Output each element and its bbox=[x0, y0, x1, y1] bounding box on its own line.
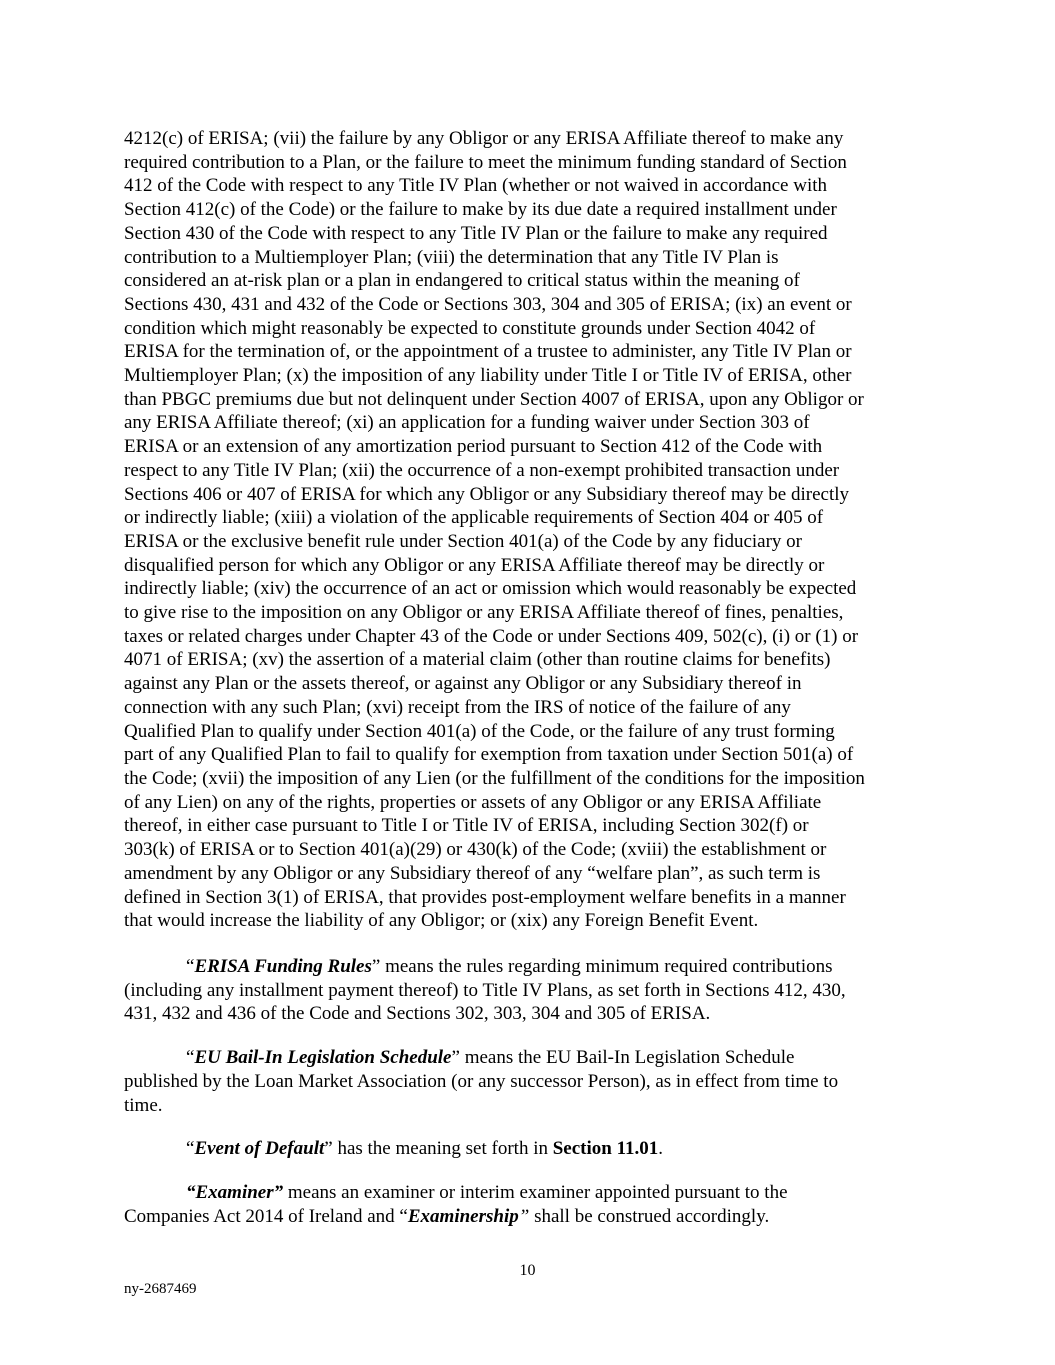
defined-term: Event of Default bbox=[194, 1138, 325, 1160]
definition-line bbox=[124, 1205, 939, 1229]
paragraph-line: against any Plan or the assets thereof, or against any Obligor or any Subsidiary thereof in bbox=[124, 673, 802, 695]
paragraph-line: Sections 406 or 407 of ERISA for which any Obligor or any Subsidiary thereof may be directly bbox=[124, 483, 850, 505]
paragraph-line: amendment by any Obligor or any Subsidiary thereof of any “welfare plan”, as such term is bbox=[124, 862, 821, 884]
defined-term: Examinership bbox=[407, 1205, 519, 1227]
definition-text: means an examiner or interim examiner appointed pursuant to the bbox=[283, 1181, 788, 1203]
paragraph-line: that would increase the liability of any Obligor; or (xix) any Foreign Benefit Event. bbox=[124, 910, 759, 932]
definition-line: published by the Loan Market Association (or any successor Person), as in effect from time to bbox=[124, 1070, 839, 1092]
paragraph-line: part of any Qualified Plan to fail to qualify for exemption from taxation under Section 501(a) of bbox=[124, 744, 854, 766]
paragraph-line: Qualified Plan to qualify under Section 401(a) of the Code, or the failure of any trust forming bbox=[124, 720, 835, 742]
paragraph-line: indirectly liable; (xiv) the occurrence of an act or omission which would reasonably be expected bbox=[124, 578, 857, 600]
section-reference: Section 11.01 bbox=[552, 1138, 659, 1160]
definition-text: means the EU Bail-In Legislation Schedule bbox=[459, 1047, 795, 1069]
continuation-paragraph bbox=[124, 127, 939, 933]
paragraph-line: Multiemployer Plan; (x) the imposition of any liability under Title I or Title IV of ERISA, other bbox=[124, 365, 852, 387]
paragraph-line: any ERISA Affiliate thereof; (xi) an application for a funding waiver under Section 303 of bbox=[124, 412, 810, 434]
paragraph-line: ERISA or an extension of any amortization period pursuant to Section 412 of the Code with bbox=[124, 436, 823, 458]
paragraph-line: Sections 430, 431 and 432 of the Code or Sections 303, 304 and 305 of ERISA; (ix) an event or bbox=[124, 293, 852, 315]
defined-term: ERISA Funding Rules bbox=[194, 956, 372, 977]
close-quote: ” bbox=[324, 1138, 333, 1160]
definition-event-of-default bbox=[124, 1137, 939, 1161]
paragraph-line: 303(k) of ERISA or to Section 401(a)(29) or 430(k) of the Code; (xviii) the establishment or bbox=[124, 839, 827, 861]
definition-text: Companies Act 2014 of Ireland and “ bbox=[124, 1205, 408, 1227]
period: . bbox=[658, 1138, 664, 1160]
paragraph-line: 4212(c) of ERISA; (vii) the failure by any Obligor or any ERISA Affiliate thereof to make any bbox=[124, 128, 844, 149]
paragraph-line: Section 430 of the Code with respect to any Title IV Plan or the failure to make any required bbox=[124, 222, 828, 244]
paragraph-line: taxes or related charges under Chapter 43 of the Code or under Sections 409, 502(c), (i) or (1) or bbox=[124, 625, 859, 647]
paragraph-line: thereof, in either case pursuant to Title I or Title IV of ERISA, including Section 302(f) or bbox=[124, 815, 809, 837]
definition-line bbox=[124, 955, 939, 979]
paragraph-line: ERISA for the termination of, or the appointment of a trustee to administer, any Title IV Plan or bbox=[124, 341, 852, 363]
defined-term: “Examiner” bbox=[186, 1181, 284, 1203]
definition-erisa-funding-rules bbox=[124, 955, 939, 1026]
definition-text: has the meaning set forth in bbox=[332, 1138, 553, 1160]
document-id: ny-2687469 bbox=[124, 1281, 197, 1297]
definition-text: shall be construed accordingly. bbox=[529, 1205, 770, 1227]
paragraph-line: or indirectly liable; (xiii) a violation of the applicable requirements of Section 404 or 405 of bbox=[124, 507, 824, 529]
paragraph-line: ERISA or the exclusive benefit rule under Section 401(a) of the Code by any fiduciary or bbox=[124, 530, 802, 552]
close-quote: ” bbox=[371, 956, 381, 977]
definition-eu-bail-in-legislation-schedule bbox=[124, 1046, 939, 1117]
definition-line bbox=[124, 1181, 939, 1205]
definition-line: (including any installment payment thereof) to Title IV Plans, as set forth in Sections 412, 430, bbox=[124, 979, 846, 1001]
paragraph-line: required contribution to a Plan, or the failure to meet the minimum funding standard of Section bbox=[124, 151, 847, 173]
open-quote: “ bbox=[186, 1138, 195, 1160]
open-quote: “ bbox=[186, 1047, 195, 1069]
page-number: 10 bbox=[519, 1262, 536, 1279]
paragraph-line: considered an at-risk plan or a plan in endangered to critical status within the meaning of bbox=[124, 270, 800, 292]
paragraph-line: condition which might reasonably be expected to constitute grounds under Section 4042 of bbox=[124, 317, 816, 339]
definition-line: time. bbox=[124, 1094, 163, 1116]
paragraph-line: contribution to a Multiemployer Plan; (viii) the determination that any Title IV Plan is bbox=[124, 246, 779, 268]
close-quote: ” bbox=[451, 1047, 460, 1069]
paragraph-line: the Code; (xvii) the imposition of any Lien (or the fulfillment of the conditions for the imposition bbox=[124, 767, 865, 789]
definition-line bbox=[124, 1046, 939, 1070]
definition-line: 431, 432 and 436 of the Code and Sections 302, 303, 304 and 305 of ERISA. bbox=[124, 1003, 711, 1025]
paragraph-line: respect to any Title IV Plan; (xii) the occurrence of a non-exempt prohibited transaction under bbox=[124, 459, 840, 481]
paragraph-line: of any Lien) on any of the rights, properties or assets of any Obligor or any ERISA Affiliate bbox=[124, 791, 822, 813]
paragraph-line: Section 412(c) of the Code) or the failure to make by its due date a required installment under bbox=[124, 199, 837, 221]
paragraph-line: connection with any such Plan; (xvi) receipt from the IRS of notice of the failure of any bbox=[124, 696, 791, 718]
open-quote: “ bbox=[186, 956, 195, 977]
definition-examiner bbox=[124, 1181, 939, 1228]
definitions-list bbox=[124, 955, 939, 1248]
close-quote: ” bbox=[518, 1205, 530, 1227]
paragraph-line: than PBGC premiums due but not delinquent under Section 4007 of ERISA, upon any Obligor or bbox=[124, 388, 864, 410]
paragraph-line: 4071 of ERISA; (xv) the assertion of a material claim (other than routine claims for benefits) bbox=[124, 649, 831, 671]
erisa-event-continuation bbox=[124, 127, 939, 933]
paragraph-line: disqualified person for which any Obligor or any ERISA Affiliate thereof may be directly or bbox=[124, 554, 825, 576]
paragraph-line: 412 of the Code with respect to any Title IV Plan (whether or not waived in accordance with bbox=[124, 175, 828, 197]
definition-line bbox=[124, 1137, 939, 1161]
defined-term: EU Bail-In Legislation Schedule bbox=[194, 1047, 452, 1069]
paragraph-line: to give rise to the imposition on any Obligor or any ERISA Affiliate thereof of fines, penalties, bbox=[124, 602, 844, 624]
paragraph-line: defined in Section 3(1) of ERISA, that provides post-employment welfare benefits in a manner bbox=[124, 886, 846, 908]
definition-text: means the rules regarding minimum required contributions bbox=[380, 956, 833, 977]
